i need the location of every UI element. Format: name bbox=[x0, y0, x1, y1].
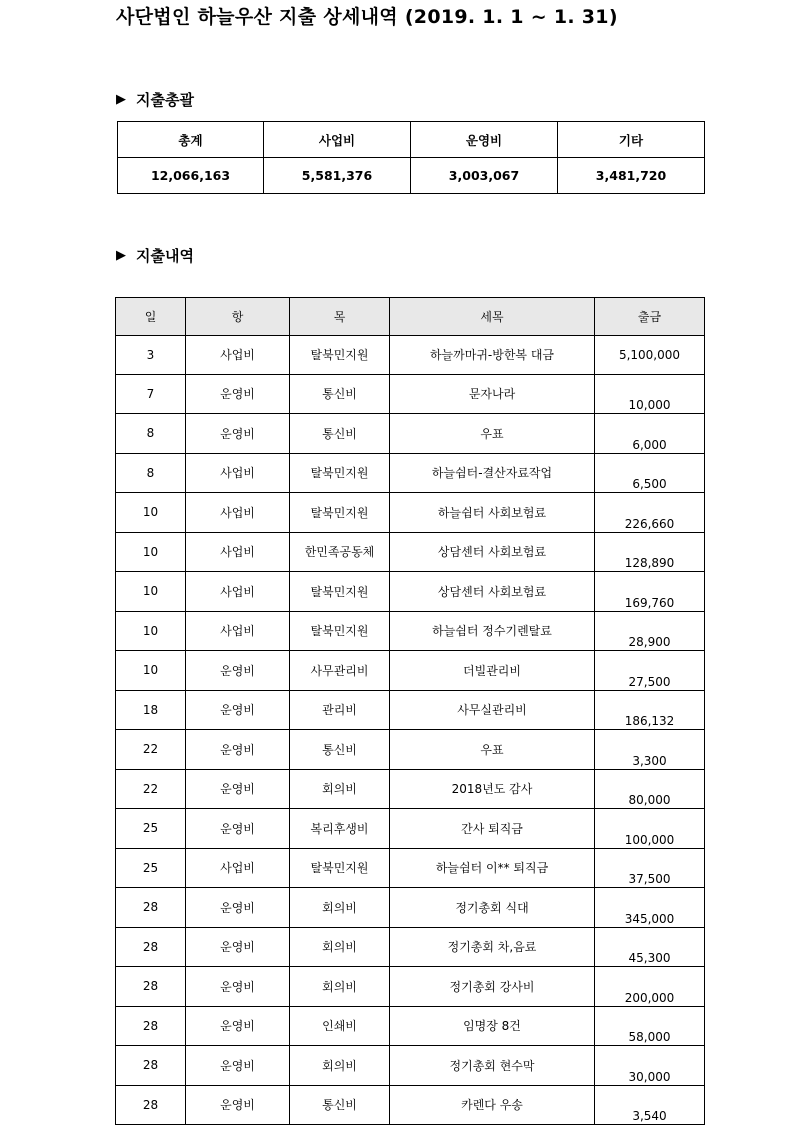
cell-category: 사업비 bbox=[186, 453, 290, 493]
table-row bbox=[116, 1085, 705, 1125]
triangle-marker-icon: ▶ bbox=[116, 92, 126, 107]
page-title: 사단법인 하늘우산 지출 상세내역 (2019. 1. 1 ~ 1. 31) bbox=[116, 6, 618, 28]
triangle-marker-icon: ▶ bbox=[116, 248, 126, 263]
cell-item: 관리비 bbox=[290, 690, 390, 730]
table-row bbox=[116, 336, 705, 375]
table-row bbox=[116, 690, 705, 730]
cell-amount: 100,000 bbox=[595, 809, 705, 849]
cell-item: 회의비 bbox=[290, 769, 390, 809]
cell-day: 28 bbox=[116, 1085, 186, 1125]
cell-amount: 28,900 bbox=[595, 611, 705, 651]
table-row bbox=[116, 1006, 705, 1046]
cell-subitem: 정기총회 식대 bbox=[390, 888, 595, 928]
cell-day: 18 bbox=[116, 690, 186, 730]
cell-day: 10 bbox=[116, 651, 186, 691]
detail-header-row bbox=[116, 298, 705, 336]
cell-category: 운영비 bbox=[186, 927, 290, 967]
cell-day: 3 bbox=[116, 336, 186, 375]
cell-category: 운영비 bbox=[186, 414, 290, 454]
cell-item: 통신비 bbox=[290, 414, 390, 454]
cell-day: 25 bbox=[116, 848, 186, 888]
cell-subitem: 상담센터 사회보험료 bbox=[390, 532, 595, 572]
summary-value-row bbox=[118, 158, 705, 194]
cell-item: 통신비 bbox=[290, 374, 390, 414]
cell-day: 10 bbox=[116, 532, 186, 572]
table-row bbox=[116, 730, 705, 770]
cell-category: 운영비 bbox=[186, 690, 290, 730]
cell-item: 탈북민지원 bbox=[290, 572, 390, 612]
cell-category: 운영비 bbox=[186, 769, 290, 809]
cell-subitem: 하늘까마귀-방한복 대금 bbox=[390, 336, 595, 375]
cell-category: 사업비 bbox=[186, 532, 290, 572]
cell-day: 8 bbox=[116, 453, 186, 493]
summary-header-cell: 사업비 bbox=[264, 122, 411, 158]
cell-item: 한민족공동체 bbox=[290, 532, 390, 572]
cell-item: 복리후생비 bbox=[290, 809, 390, 849]
cell-amount: 226,660 bbox=[595, 493, 705, 533]
cell-subitem: 2018년도 감사 bbox=[390, 769, 595, 809]
table-row bbox=[116, 848, 705, 888]
cell-day: 22 bbox=[116, 730, 186, 770]
table-row bbox=[116, 493, 705, 533]
cell-day: 7 bbox=[116, 374, 186, 414]
cell-category: 운영비 bbox=[186, 967, 290, 1007]
section-heading-detail bbox=[116, 245, 194, 266]
cell-item: 회의비 bbox=[290, 888, 390, 928]
cell-amount: 6,000 bbox=[595, 414, 705, 454]
cell-day: 28 bbox=[116, 1006, 186, 1046]
cell-category: 운영비 bbox=[186, 651, 290, 691]
cell-subitem: 임명장 8건 bbox=[390, 1006, 595, 1046]
cell-category: 운영비 bbox=[186, 1046, 290, 1086]
cell-day: 28 bbox=[116, 1046, 186, 1086]
table-row bbox=[116, 967, 705, 1007]
section-heading-summary bbox=[116, 89, 194, 110]
cell-day: 8 bbox=[116, 414, 186, 454]
cell-category: 운영비 bbox=[186, 1085, 290, 1125]
cell-amount: 128,890 bbox=[595, 532, 705, 572]
cell-category: 사업비 bbox=[186, 848, 290, 888]
cell-item: 탈북민지원 bbox=[290, 611, 390, 651]
cell-subitem: 우표 bbox=[390, 730, 595, 770]
table-row bbox=[116, 769, 705, 809]
cell-category: 운영비 bbox=[186, 888, 290, 928]
cell-subitem: 하늘쉼터 정수기렌탈료 bbox=[390, 611, 595, 651]
cell-item: 탈북민지원 bbox=[290, 453, 390, 493]
cell-item: 회의비 bbox=[290, 927, 390, 967]
cell-category: 사업비 bbox=[186, 336, 290, 375]
cell-amount: 58,000 bbox=[595, 1006, 705, 1046]
cell-amount: 80,000 bbox=[595, 769, 705, 809]
cell-amount: 37,500 bbox=[595, 848, 705, 888]
header-day: 일 bbox=[116, 298, 186, 336]
summary-header-row bbox=[118, 122, 705, 158]
cell-subitem: 하늘쉼터-결산자료작업 bbox=[390, 453, 595, 493]
cell-amount: 6,500 bbox=[595, 453, 705, 493]
cell-subitem: 카렌다 우송 bbox=[390, 1085, 595, 1125]
cell-category: 사업비 bbox=[186, 611, 290, 651]
cell-subitem: 하늘쉼터 사회보험료 bbox=[390, 493, 595, 533]
summary-table bbox=[117, 121, 705, 194]
expense-detail-table bbox=[115, 297, 705, 1125]
table-row bbox=[116, 374, 705, 414]
table-row bbox=[116, 453, 705, 493]
summary-value-other: 3,481,720 bbox=[558, 158, 705, 194]
cell-amount: 200,000 bbox=[595, 967, 705, 1007]
cell-amount: 3,540 bbox=[595, 1085, 705, 1125]
cell-day: 10 bbox=[116, 572, 186, 612]
cell-amount: 27,500 bbox=[595, 651, 705, 691]
summary-header-cell: 기타 bbox=[558, 122, 705, 158]
cell-subitem: 정기총회 현수막 bbox=[390, 1046, 595, 1086]
table-row bbox=[116, 572, 705, 612]
cell-amount: 3,300 bbox=[595, 730, 705, 770]
cell-subitem: 더빌관리비 bbox=[390, 651, 595, 691]
cell-subitem: 하늘쉼터 이** 퇴직금 bbox=[390, 848, 595, 888]
cell-item: 인쇄비 bbox=[290, 1006, 390, 1046]
cell-subitem: 문자나라 bbox=[390, 374, 595, 414]
cell-amount: 10,000 bbox=[595, 374, 705, 414]
header-subitem: 세목 bbox=[390, 298, 595, 336]
table-row bbox=[116, 809, 705, 849]
cell-amount: 169,760 bbox=[595, 572, 705, 612]
table-row bbox=[116, 927, 705, 967]
header-category: 항 bbox=[186, 298, 290, 336]
cell-day: 10 bbox=[116, 611, 186, 651]
section-label: 지출총괄 bbox=[136, 91, 194, 109]
cell-amount: 30,000 bbox=[595, 1046, 705, 1086]
cell-subitem: 정기총회 차,음료 bbox=[390, 927, 595, 967]
cell-item: 탈북민지원 bbox=[290, 336, 390, 375]
cell-amount: 45,300 bbox=[595, 927, 705, 967]
summary-value-total: 12,066,163 bbox=[118, 158, 264, 194]
cell-category: 사업비 bbox=[186, 572, 290, 612]
cell-day: 28 bbox=[116, 888, 186, 928]
detail-body bbox=[116, 336, 705, 1125]
cell-category: 운영비 bbox=[186, 1006, 290, 1046]
cell-subitem: 간사 퇴직금 bbox=[390, 809, 595, 849]
cell-subitem: 우표 bbox=[390, 414, 595, 454]
table-row bbox=[116, 532, 705, 572]
cell-item: 사무관리비 bbox=[290, 651, 390, 691]
cell-day: 22 bbox=[116, 769, 186, 809]
cell-day: 28 bbox=[116, 927, 186, 967]
header-item: 목 bbox=[290, 298, 390, 336]
table-row bbox=[116, 651, 705, 691]
header-amount: 출금 bbox=[595, 298, 705, 336]
table-row bbox=[116, 611, 705, 651]
cell-day: 28 bbox=[116, 967, 186, 1007]
table-row bbox=[116, 414, 705, 454]
cell-amount: 345,000 bbox=[595, 888, 705, 928]
cell-item: 탈북민지원 bbox=[290, 848, 390, 888]
cell-item: 회의비 bbox=[290, 967, 390, 1007]
summary-header-cell: 운영비 bbox=[411, 122, 558, 158]
cell-subitem: 상담센터 사회보험료 bbox=[390, 572, 595, 612]
cell-day: 25 bbox=[116, 809, 186, 849]
cell-item: 통신비 bbox=[290, 1085, 390, 1125]
cell-amount: 186,132 bbox=[595, 690, 705, 730]
cell-subitem: 사무실관리비 bbox=[390, 690, 595, 730]
summary-value-business: 5,581,376 bbox=[264, 158, 411, 194]
cell-category: 운영비 bbox=[186, 730, 290, 770]
cell-category: 사업비 bbox=[186, 493, 290, 533]
table-row bbox=[116, 888, 705, 928]
summary-header-cell: 총계 bbox=[118, 122, 264, 158]
cell-subitem: 정기총회 강사비 bbox=[390, 967, 595, 1007]
cell-amount: 5,100,000 bbox=[595, 336, 705, 375]
section-label: 지출내역 bbox=[136, 247, 194, 265]
cell-item: 회의비 bbox=[290, 1046, 390, 1086]
table-row bbox=[116, 1046, 705, 1086]
cell-item: 통신비 bbox=[290, 730, 390, 770]
cell-item: 탈북민지원 bbox=[290, 493, 390, 533]
cell-day: 10 bbox=[116, 493, 186, 533]
cell-category: 운영비 bbox=[186, 374, 290, 414]
cell-category: 운영비 bbox=[186, 809, 290, 849]
summary-value-operating: 3,003,067 bbox=[411, 158, 558, 194]
